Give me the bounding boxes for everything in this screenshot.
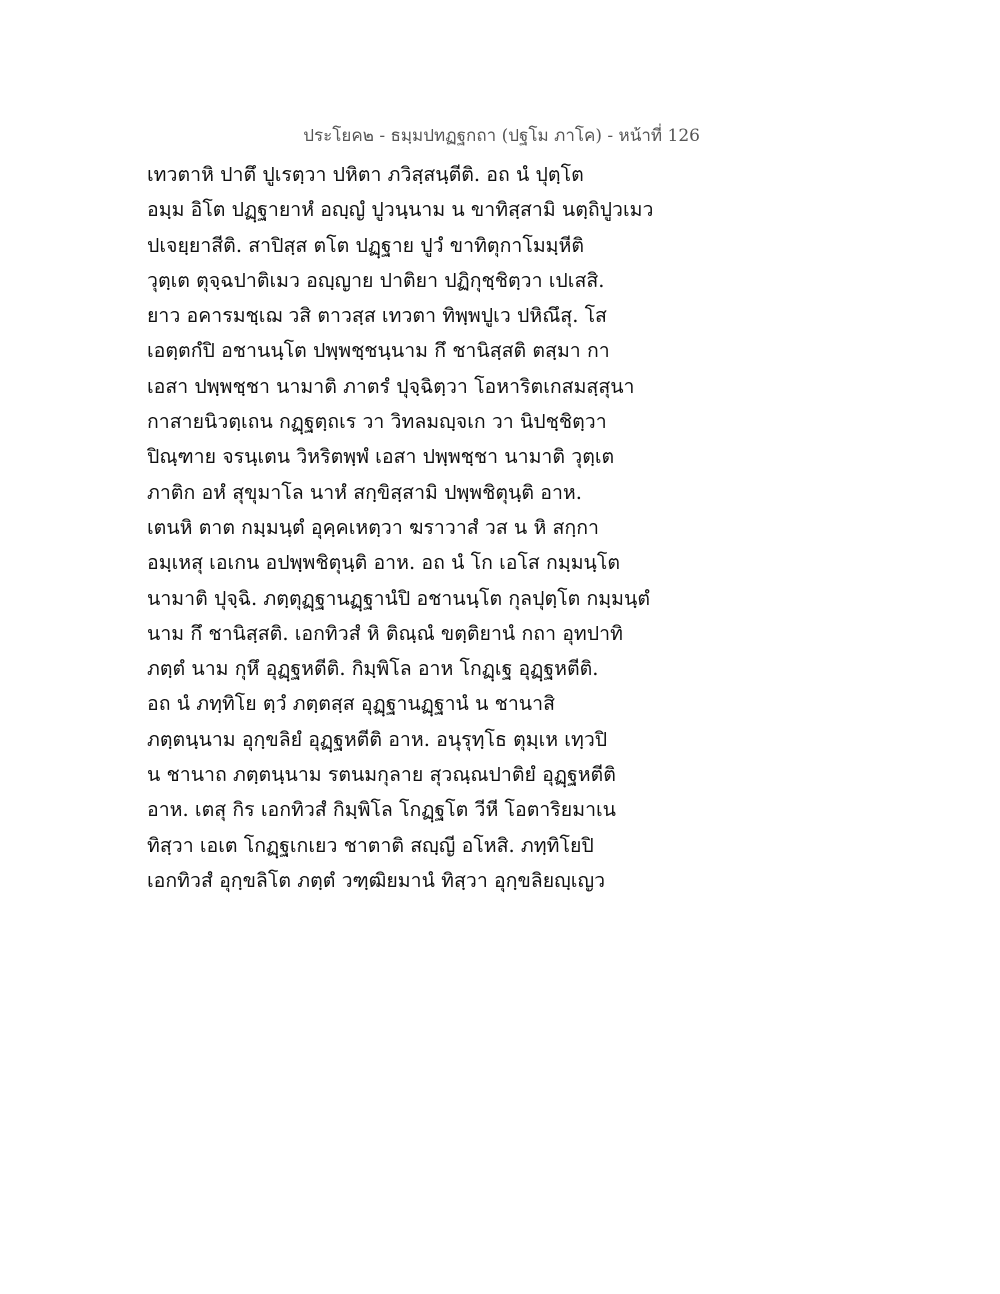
- text-line: วุตฺเต ตุจฺฉปาติเมว อญฺญาย ปาติยา ปฏิกุชฺชิตฺวา เปเสสิ.: [147, 268, 605, 292]
- running-header: ประโยค๒ - ธมฺมปทฏฐกถา (ปฐโม ภาโค) - หน้าที่ 126: [303, 126, 700, 146]
- text-line: ภตฺตนฺนาม อุกฺขลิยํ อุฏฺฐหตีติ อาห. อนุรุทฺโธ ตุมฺเห เทฺวปิ: [147, 727, 608, 751]
- text-line: นาม กึ ชานิสฺสติ. เอกทิวสํ หิ ติณฺณํ ขตฺติยานํ กถา อุทปาทิ: [147, 621, 623, 645]
- text-line: ปเจยฺยาสีติ. สาปิสฺส ตโต ปฏฺฐาย ปูวํ ขาทิตุกาโมมฺหีติ: [147, 233, 585, 257]
- text-line: เตนหิ ตาต กมฺมนฺตํ อุคฺคเหตฺวา ฆราวาสํ วส น หิ สกฺกา: [147, 515, 599, 539]
- text-line: เอตฺตกํปิ อชานนฺโต ปพฺพชฺชนฺนาม กึ ชานิสฺสติ ตสฺมา กา: [147, 339, 610, 363]
- text-line: เอสา ปพฺพชฺชา นามาติ ภาตรํ ปุจฺฉิตฺวา โอหาริตเกสมสฺสุนา: [147, 374, 635, 398]
- text-line: ปิณฺฑาย จรนฺเตน วิหริตพฺพํ เอสา ปพฺพชฺชา นามาติ วุตฺเต: [147, 445, 615, 469]
- text-line: อาห. เตสุ กิร เอกทิวสํ กิมฺพิโล โกฏฺฐโต วีหี โอตาริยมาเน: [147, 798, 617, 822]
- text-line: นามาติ ปุจฺฉิ. ภตฺตุฏฺฐานฏฺฐานํปิ อชานนฺโต กุลปุตฺโต กมฺมนฺตํ: [147, 586, 650, 610]
- text-line: น ชานาถ ภตฺตนฺนาม รตนมกุลาย สุวณฺณปาติยํ อุฏฺฐหตีติ: [147, 763, 616, 787]
- text-line: อถ นํ ภทฺทิโย ตฺวํ ภตฺตสฺส อุฏฺฐานฏฺฐานํ น ชานาสิ: [147, 692, 555, 716]
- text-line: เทวตาหิ ปาตึ ปูเรตฺวา ปหิตา ภวิสฺสนฺตีติ. อถ นํ ปุตฺโต: [147, 163, 584, 186]
- text-line: ทิสฺวา เอเต โกฏฺฐเกเยว ชาตาติ สญฺญี อโหสิ. ภทฺทิโยปิ: [147, 833, 594, 857]
- text-line: เอกทิวสํ อุกฺขลิโต ภตฺตํ วฑฺฒิยมานํ ทิสฺวา อุกฺขลิยญฺเญว: [147, 868, 606, 892]
- text-line: อมฺเหสุ เอเกน อปพฺพชิตุนฺติ อาห. อถ นํ โก เอโส กมฺมนฺโต: [147, 551, 621, 575]
- text-line: กาสายนิวตฺเถน กฏฺฐตฺถเร วา วิทลมญฺจเก วา นิปชฺชิตฺวา: [147, 410, 607, 434]
- text-line: ภตฺตํ นาม กุหึ อุฏฺฐหตีติ. กิมฺพิโล อาห โกฏฺเฐ อุฏฺฐหตีติ.: [147, 657, 599, 681]
- body-text: [147, 157, 687, 898]
- text-line: ยาว อคารมชฺเฌ วสิ ตาวสฺส เทวตา ทิพฺพปูเว ปหิณึสุ. โส: [147, 304, 607, 328]
- text-line: อมฺม อิโต ปฏฺฐายาหํ อญฺญํ ปูวนฺนาม น ขาทิสฺสามิ นตฺถิปูวเมว: [147, 198, 654, 222]
- text-line: ภาติก อหํ สุขุมาโล นาหํ สกฺขิสฺสามิ ปพฺพชิตุนฺติ อาห.: [147, 480, 582, 504]
